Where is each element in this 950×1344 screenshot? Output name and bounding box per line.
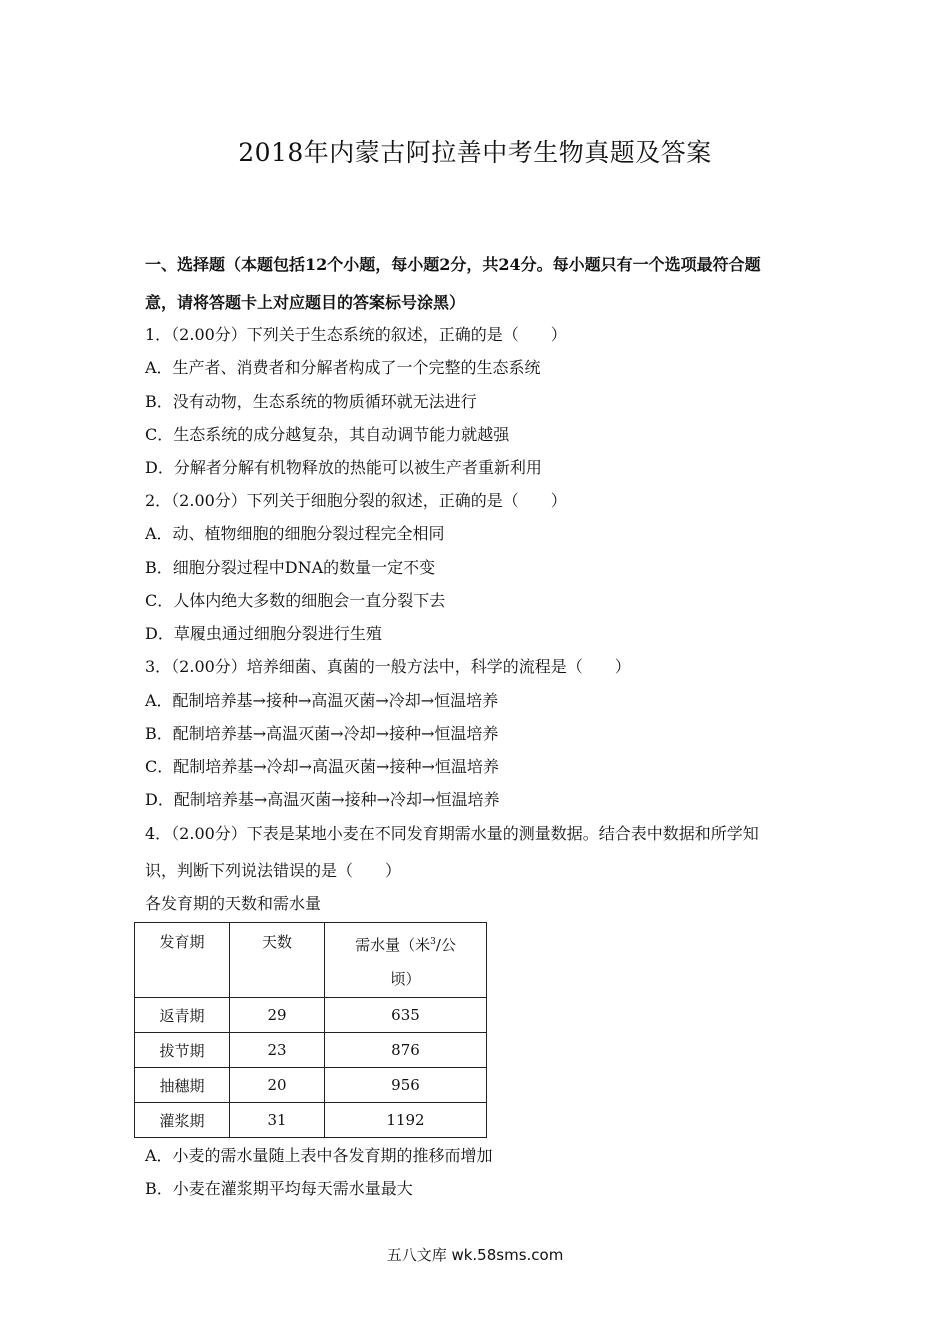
table-cell: 灌浆期 bbox=[135, 1103, 230, 1138]
table-header-text: /公 bbox=[435, 936, 456, 954]
table-row bbox=[135, 1068, 487, 1103]
question-4-stem-line-2: 识，判断下列说法错误的是（ ） bbox=[145, 861, 402, 880]
table-cell: 抽穗期 bbox=[135, 1068, 230, 1103]
table-header-text: 顷） bbox=[390, 970, 421, 988]
question-3-option-a: A．配制培养基→接种→高温灭菌→冷却→恒温培养 bbox=[145, 691, 499, 710]
section-heading-line-1: 一、选择题（本题包括12个小题，每小题2分，共24分。每小题只有一个选项最符合题 bbox=[145, 255, 761, 274]
question-3-option-d: D．配制培养基→高温灭菌→接种→冷却→恒温培养 bbox=[145, 790, 500, 809]
question-1-option-c: C．生态系统的成分越复杂，其自动调节能力就越强 bbox=[145, 425, 510, 444]
table-row bbox=[135, 1033, 487, 1068]
question-4-option-b: B．小麦在灌浆期平均每天需水量最大 bbox=[145, 1179, 413, 1198]
question-3-option-b: B．配制培养基→高温灭菌→冷却→接种→恒温培养 bbox=[145, 724, 499, 743]
question-1-option-d: D．分解者分解有机物释放的热能可以被生产者重新利用 bbox=[145, 458, 542, 477]
table-header-superscript: 3 bbox=[430, 937, 436, 947]
question-1-stem: 1．（2.00分）下列关于生态系统的叙述，正确的是（ ） bbox=[145, 325, 567, 344]
question-2-stem: 2．（2.00分）下列关于细胞分裂的叙述，正确的是（ ） bbox=[145, 491, 567, 510]
question-1-option-b: B．没有动物，生态系统的物质循环就无法进行 bbox=[145, 392, 477, 411]
table-header-cell: 天数 bbox=[230, 923, 325, 998]
question-3-stem: 3．（2.00分）培养细菌、真菌的一般方法中，科学的流程是（ ） bbox=[145, 657, 631, 676]
table-cell: 635 bbox=[325, 998, 487, 1033]
table-cell: 拔节期 bbox=[135, 1033, 230, 1068]
question-2-option-d: D．草履虫通过细胞分裂进行生殖 bbox=[145, 624, 382, 643]
question-3-option-c: C．配制培养基→冷却→高温灭菌→接种→恒温培养 bbox=[145, 757, 499, 776]
question-1-option-a: A．生产者、消费者和分解者构成了一个完整的生态系统 bbox=[145, 358, 541, 377]
footer-watermark-text: 五八文库 wk.58sms.com bbox=[386, 1246, 564, 1264]
water-demand-table bbox=[134, 922, 487, 1138]
question-2-option-c: C．人体内绝大多数的细胞会一直分裂下去 bbox=[145, 591, 446, 610]
table-header-cell bbox=[325, 923, 487, 998]
table-cell: 23 bbox=[230, 1033, 325, 1068]
section-heading-line-2: 意，请将答题卡上对应题目的答案标号涂黑） bbox=[145, 293, 466, 312]
table-cell: 20 bbox=[230, 1068, 325, 1103]
question-2-option-a: A．动、植物细胞的细胞分裂过程完全相同 bbox=[145, 524, 445, 543]
table-row bbox=[135, 998, 487, 1033]
table-header-text: 需水量（米 bbox=[355, 936, 431, 954]
table-cell: 1192 bbox=[325, 1103, 487, 1138]
table-cell: 876 bbox=[325, 1033, 487, 1068]
question-2-option-b: B．细胞分裂过程中DNA的数量一定不变 bbox=[145, 558, 436, 577]
table-cell: 31 bbox=[230, 1103, 325, 1138]
table-caption: 各发育期的天数和需水量 bbox=[145, 894, 322, 913]
table-cell: 返青期 bbox=[135, 998, 230, 1033]
table-header-row bbox=[135, 923, 487, 998]
table-row bbox=[135, 1103, 487, 1138]
table-header-cell: 发育期 bbox=[135, 923, 230, 998]
question-4-stem-line-1: 4．（2.00分）下表是某地小麦在不同发育期需水量的测量数据。结合表中数据和所学知 bbox=[145, 824, 759, 843]
question-4-option-a: A．小麦的需水量随上表中各发育期的推移而增加 bbox=[145, 1146, 493, 1165]
page-title: 2018年内蒙古阿拉善中考生物真题及答案 bbox=[238, 138, 712, 167]
table-cell: 29 bbox=[230, 998, 325, 1033]
table-cell: 956 bbox=[325, 1068, 487, 1103]
